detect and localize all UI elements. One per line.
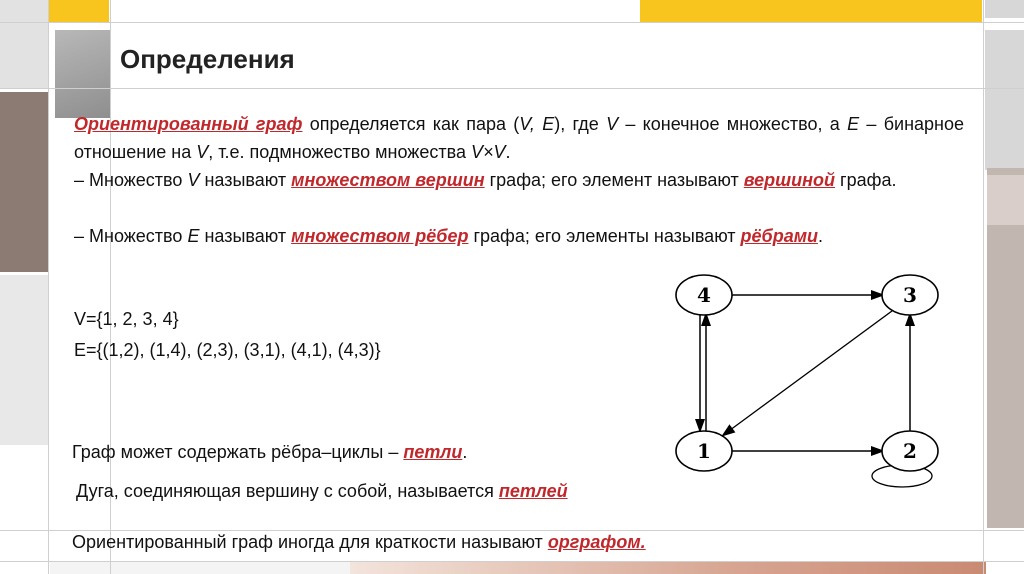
loop-definition — [76, 477, 568, 505]
page-title: Определения — [120, 44, 295, 74]
node-label: 1 — [697, 439, 711, 463]
text: – конечное множество, а — [618, 114, 848, 134]
frame-accent-yellow-left — [49, 0, 109, 22]
frame-block-left-grey — [0, 275, 48, 445]
term-edge-set: множеством рёбер — [291, 226, 469, 246]
text: , т.е. подмножество множества — [208, 142, 471, 162]
frame-gap-right — [985, 18, 1024, 30]
term-vertex: вершиной — [743, 170, 836, 190]
text: Ориентированный граф иногда для краткости называют — [72, 532, 548, 552]
vertex-set-example: V={1, 2, 3, 4} — [74, 309, 179, 329]
edge-3-1 — [722, 308, 896, 436]
text: E — [187, 226, 200, 246]
text: определяется как пара ( — [302, 114, 520, 134]
term-vertex-set: множеством вершин — [291, 170, 485, 190]
text: . — [818, 226, 824, 246]
text: E — [847, 114, 860, 134]
term-orgraph: орграфом. — [547, 532, 646, 552]
frame-line — [0, 88, 1024, 89]
frame-bottom-bar — [350, 562, 986, 574]
text: Дуга, соединяющая вершину с собой, называется — [76, 481, 499, 501]
definition-edges — [74, 222, 964, 250]
digraph-note — [72, 528, 646, 556]
node-2 — [882, 431, 938, 471]
frame-line — [0, 22, 1024, 23]
text: V — [606, 114, 619, 134]
frame-line — [48, 0, 49, 574]
title-accent-box — [55, 30, 111, 118]
node-3 — [882, 275, 938, 315]
frame-line — [0, 561, 1024, 562]
node-label: 4 — [697, 283, 711, 307]
edge-set-example: E={(1,2), (1,4), (2,3), (3,1), (4,1), (4,3)} — [74, 340, 381, 360]
text: – бинарное отношение на — [74, 114, 964, 162]
text: V — [187, 170, 200, 190]
frame-block-right-mid-light — [987, 175, 1024, 225]
text: – Множество — [74, 226, 188, 246]
text: называют — [199, 226, 292, 246]
text: . — [505, 142, 511, 162]
term-loops: петли — [403, 442, 463, 462]
node-label: 3 — [903, 283, 917, 307]
frame-accent-yellow-right — [640, 0, 982, 22]
node-1 — [676, 431, 732, 471]
term-digraph: Ориентированный граф — [74, 114, 303, 134]
definition-vertices — [74, 166, 964, 194]
text: V — [196, 142, 209, 162]
text: графа; его элементы называют — [468, 226, 741, 246]
text: V×V — [470, 142, 506, 162]
loop-note — [72, 438, 467, 466]
definition-digraph — [74, 110, 964, 166]
term-edges: рёбрами — [740, 226, 819, 246]
text: Граф может содержать рёбра–циклы – — [72, 442, 404, 462]
frame-block-left-brown — [0, 92, 48, 272]
frame-block-top-left — [0, 0, 48, 88]
text: называют — [199, 170, 292, 190]
text: ), где — [554, 114, 607, 134]
text: . — [462, 442, 468, 462]
frame-bottom-left — [50, 562, 350, 574]
node-4 — [676, 275, 732, 315]
text: графа; его элемент называют — [484, 170, 744, 190]
term-loop: петлей — [498, 481, 568, 501]
digraph-diagram — [662, 268, 962, 498]
text: – Множество — [74, 170, 188, 190]
text: графа. — [835, 170, 897, 190]
text: V, E — [519, 114, 555, 134]
frame-line — [983, 0, 984, 574]
node-label: 2 — [903, 439, 917, 463]
